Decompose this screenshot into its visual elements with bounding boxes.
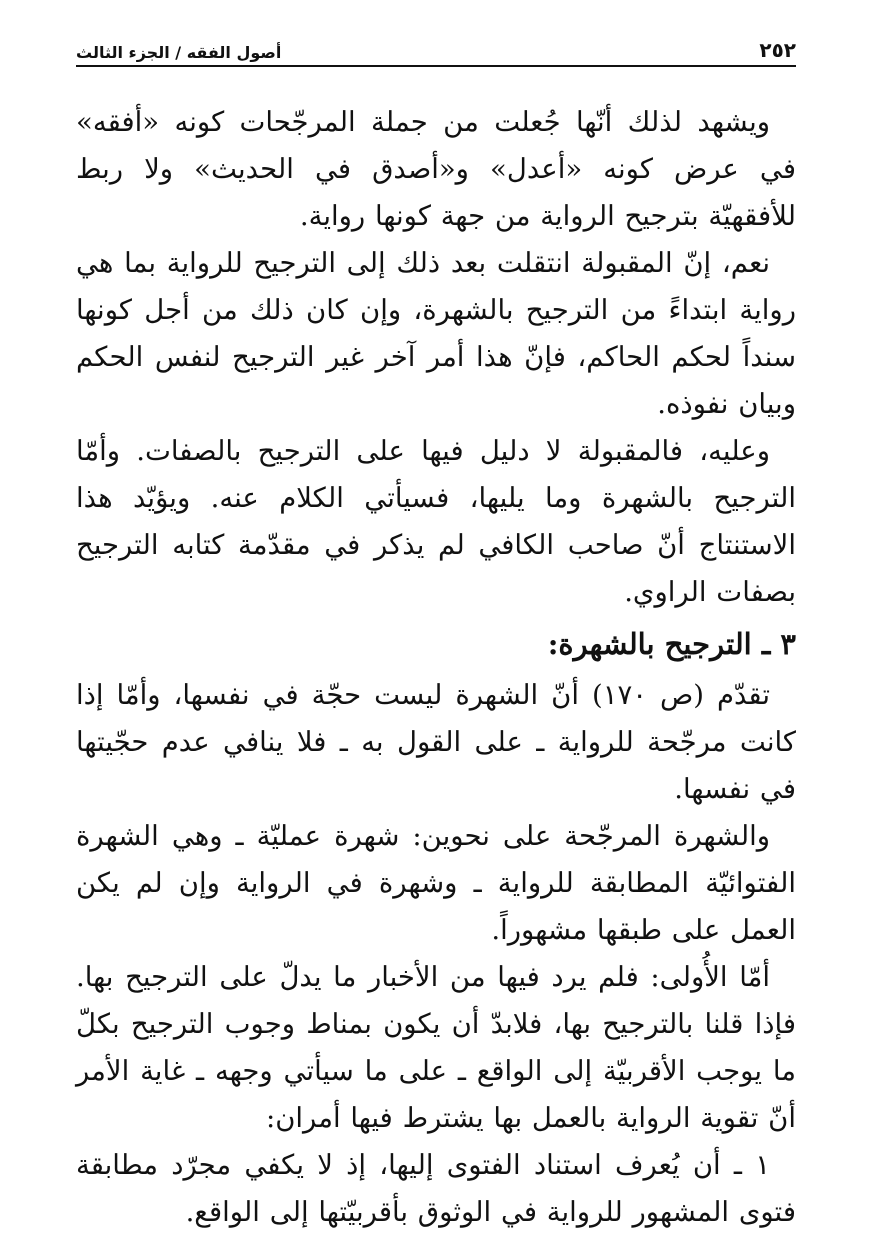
page-body	[76, 99, 796, 1236]
running-header	[76, 34, 796, 67]
paragraph-6: أمّا الأُولى: فلم يرد فيها من الأخبار ما يدلّ على الترجيح بها. فإذا قلنا بالترجيح بها، فلابدّ أن يكون بمناط وجوب الترجيح بكلّ ما يوجب الأقربيّة إلى الواقع ـ على ما سيأتي وجهه ـ غاية الأمر أنّ تقوية الرواية بالعمل بها يشترط فيها أمران:	[76, 961, 796, 1134]
section-heading: ٣ ـ الترجيح بالشهرة:	[547, 627, 796, 661]
page-number: ٢٥٢	[759, 38, 796, 62]
paragraph-4: تقدّم (ص ١٧٠) أنّ الشهرة ليست حجّة في نفسها، وأمّا إذا كانت مرجّحة للرواية ـ على القول به ـ فلا ينافي عدم حجّيتها في نفسها.	[76, 679, 796, 805]
book-page	[76, 34, 796, 1234]
paragraph-3: وعليه، فالمقبولة لا دليل فيها على الترجيح بالصفات. وأمّا الترجيح بالشهرة وما يليها، فسيأتي الكلام عنه. ويؤيّد هذا الاستنتاج أنّ صاحب الكافي لم يذكر في مقدّمة كتابه الترجيح بصفات الراوي.	[76, 435, 796, 608]
paragraph-1: ويشهد لذلك أنّها جُعلت من جملة المرجّحات كونه «أفقه» في عرض كونه «أعدل» و«أصدق في الحديث» ولا ربط للأفقهيّة بترجيح الرواية من جهة كونها رواية.	[76, 106, 796, 232]
paragraph-2: نعم، إنّ المقبولة انتقلت بعد ذلك إلى الترجيح للرواية بما هي رواية ابتداءً من الترجيح بالشهرة، وإن كان ذلك من أجل كونها سنداً لحكم الحاكم، فإنّ هذا أمر آخر غير الترجيح لنفس الحكم وبيان نفوذه.	[76, 247, 796, 420]
running-title: أصول الفقه / الجزء الثالث	[76, 43, 282, 62]
paragraph-5: والشهرة المرجّحة على نحوين: شهرة عمليّة ـ وهي الشهرة الفتوائيّة المطابقة للرواية ـ وشهرة في الرواية وإن لم يكن العمل على طبقها مشهوراً.	[76, 820, 796, 946]
numbered-point-1: ١ ـ أن يُعرف استناد الفتوى إليها، إذ لا يكفي مجرّد مطابقة فتوى المشهور للرواية في الوثوق بأقربيّتها إلى الواقع.	[76, 1149, 796, 1228]
